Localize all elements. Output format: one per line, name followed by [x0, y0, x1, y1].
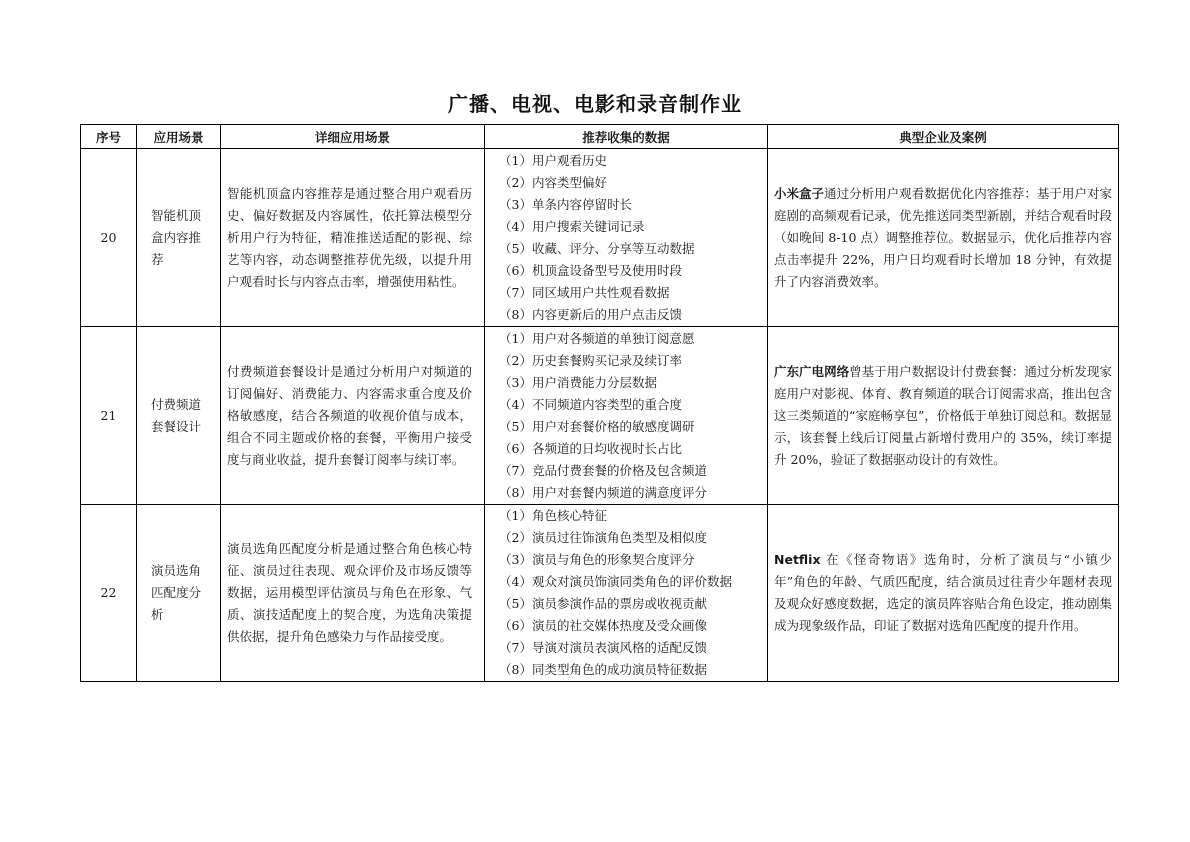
data-item: （6）机顶盒设备型号及使用时段 [499, 262, 682, 278]
case-cell [768, 505, 1119, 682]
data-item: （1）用户观看历史 [499, 152, 607, 168]
data-item: （8）用户对套餐内频道的满意度评分 [499, 484, 707, 500]
header-case: 典型企业及案例 [768, 125, 1119, 149]
row-number: 21 [81, 327, 137, 505]
data-item: （3）单条内容停留时长 [499, 196, 632, 212]
row-number: 22 [81, 505, 137, 682]
header-scene: 应用场景 [137, 125, 221, 149]
case-cell [768, 327, 1119, 505]
case-text: 在《怪奇物语》选角时，分析了演员与“小镇少年”角色的年龄、气质匹配度，结合演员过往青少年题材表现及观众好感度数据，选定的演员阵容贴合角色设定，推动剧集成为现象级作品，印证了数据对选角匹配度的提升作用。 [774, 552, 1112, 633]
data-item: （3）演员与角色的形象契合度评分 [499, 552, 695, 567]
data-item: （7）导演对演员表演风格的适配反馈 [499, 640, 707, 655]
data-item: （4）用户搜索关键词记录 [499, 218, 645, 234]
data-item: （8）同类型角色的成功演员特征数据 [499, 662, 707, 677]
data-item: （5）用户对套餐价格的敏感度调研 [499, 418, 695, 434]
header-detail: 详细应用场景 [221, 125, 485, 149]
company-name: 广东广电网络 [774, 363, 850, 379]
recommended-data [485, 505, 768, 682]
case-text: 通过分析用户观看数据优化内容推荐：基于用户对家庭剧的高频观看记录，优先推送同类型新剧，并结合观看时段（如晚间 8-10 点）调整推荐位。数据显示，优化后推荐内容点击率提升 22%，用户日均观看时长增加 18 分钟，有效提升了内容消费效率。 [774, 185, 1112, 289]
page-title: 广播、电视、电影和录音制作业 [448, 92, 742, 116]
data-item: （2）历史套餐购买记录及续订率 [499, 352, 682, 368]
data-item: （7）竞品付费套餐的价格及包含频道 [499, 462, 707, 478]
recommended-data [485, 149, 768, 327]
data-item: （2）内容类型偏好 [499, 174, 607, 190]
table-header-row [81, 125, 1119, 149]
data-item: （5）演员参演作品的票房或收视贡献 [499, 596, 707, 611]
header-no: 序号 [81, 125, 137, 149]
table-row [81, 149, 1119, 327]
scene-detail: 付费频道套餐设计是通过分析用户对频道的订阅偏好、消费能力、内容需求重合度及价格敏感度，结合各频道的收视价值与成本，组合不同主题或价格的套餐，平衡用户接受度与商业收益，提升套餐订阅率与续订率。 [221, 327, 485, 505]
scene-detail: 演员选角匹配度分析是通过整合角色核心特征、演员过往表现、观众评价及市场反馈等数据，运用模型评估演员与角色在形象、气质、演技适配度上的契合度，为选角决策提供依据，提升角色感染力与作品接受度。 [221, 505, 485, 682]
recommended-data [485, 327, 768, 505]
application-scene: 付费频道套餐设计 [137, 327, 221, 505]
application-scene: 智能机顶盒内容推荐 [137, 149, 221, 327]
data-item: （8）内容更新后的用户点击反馈 [499, 306, 682, 322]
table-row [81, 505, 1119, 682]
company-name: 小米盒子 [774, 185, 825, 201]
data-list [499, 328, 763, 504]
application-scene: 演员选角匹配度分析 [137, 505, 221, 682]
case-cell [768, 149, 1119, 327]
data-item: （4）不同频道内容类型的重合度 [499, 396, 682, 412]
data-item: （7）同区域用户共性观看数据 [499, 284, 670, 300]
data-item: （6）各频道的日均收视时长占比 [499, 440, 682, 456]
data-item: （1）角色核心特征 [499, 508, 607, 523]
case-text: 曾基于用户数据设计付费套餐：通过分析发现家庭用户对影视、体育、教育频道的联合订阅需求高，推出包含这三类频道的“家庭畅享包”，价格低于单独订阅总和。数据显示，该套餐上线后订阅量占新增付费用户的 35%，续订率提升 20%，验证了数据驱动设计的有效性。 [774, 363, 1112, 467]
row-number: 20 [81, 149, 137, 327]
company-name: Netflix [774, 552, 821, 567]
data-list [499, 150, 763, 326]
scene-detail: 智能机顶盒内容推荐是通过整合用户观看历史、偏好数据及内容属性，依托算法模型分析用户行为特征，精准推送适配的影视、综艺等内容，动态调整推荐优先级，以提升用户观看时长与内容点击率，增强使用粘性。 [221, 149, 485, 327]
data-item: （6）演员的社交媒体热度及受众画像 [499, 618, 707, 633]
data-item: （5）收藏、评分、分享等互动数据 [499, 240, 695, 256]
data-item: （3）用户消费能力分层数据 [499, 374, 657, 390]
data-item: （4）观众对演员饰演同类角色的评价数据 [499, 574, 732, 589]
data-list [499, 505, 763, 681]
data-item: （1）用户对各频道的单独订阅意愿 [499, 330, 695, 346]
header-data: 推荐收集的数据 [485, 125, 768, 149]
scenario-table [80, 124, 1119, 682]
data-item: （2）演员过往饰演角色类型及相似度 [499, 530, 707, 545]
table-row [81, 327, 1119, 505]
